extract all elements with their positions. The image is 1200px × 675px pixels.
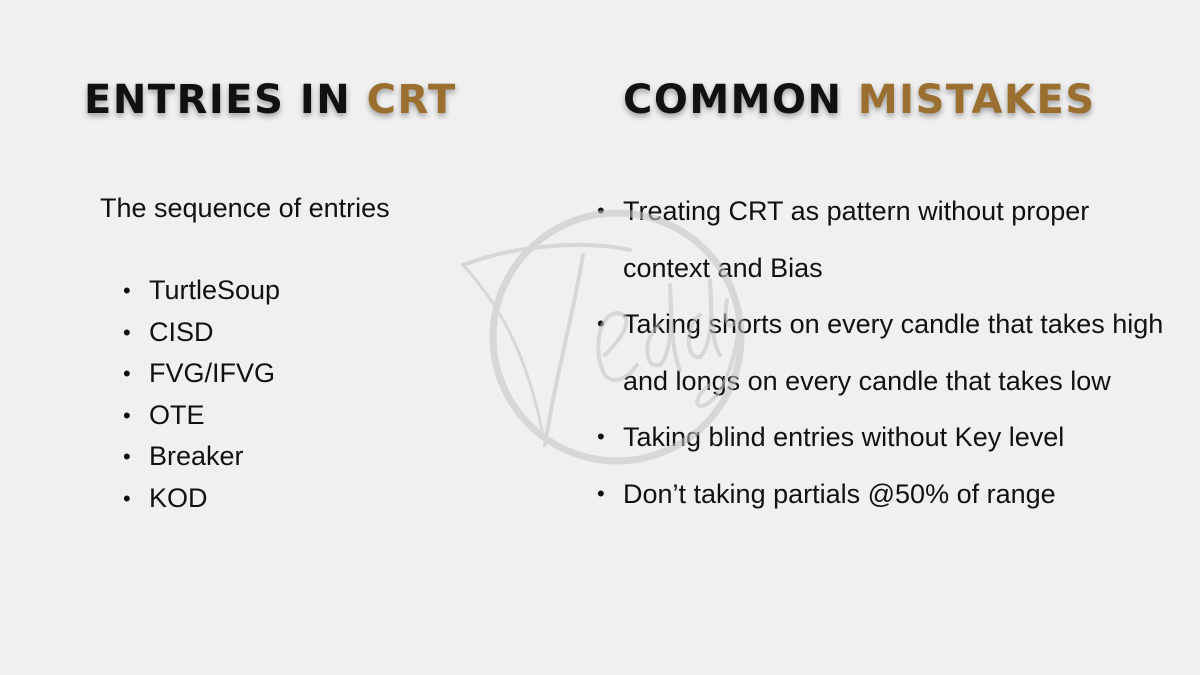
bullet-icon: • <box>597 424 605 449</box>
bullet-icon: • <box>123 444 131 469</box>
entry-item <box>123 353 280 395</box>
entries-heading-accent-part: CRT <box>366 77 457 123</box>
entries-heading-dark-part: ENTRIES IN <box>84 77 367 123</box>
mistake-item-label: Treating CRT as pattern without proper context and Bias <box>623 196 1090 283</box>
entry-item-label: OTE <box>149 399 205 430</box>
entry-item-label: Breaker <box>149 441 244 471</box>
bullet-icon: • <box>123 361 131 386</box>
entries-intro-text: The sequence of entries <box>100 193 390 223</box>
mistake-item <box>597 409 1177 466</box>
entry-item <box>123 395 280 437</box>
bullet-icon: • <box>123 278 131 303</box>
mistakes-heading <box>623 74 1096 126</box>
bullet-icon: • <box>597 198 605 223</box>
mistake-item-label: Don’t taking partials @50% of range <box>623 478 1056 509</box>
entries-list <box>123 270 280 519</box>
mistake-item <box>597 296 1177 409</box>
mistakes-heading-dark-part: COMMON <box>623 77 858 123</box>
entry-item <box>123 478 280 520</box>
entries-heading <box>84 74 457 126</box>
mistake-item <box>597 466 1177 523</box>
bullet-icon: • <box>597 311 605 336</box>
entry-item <box>123 436 280 478</box>
entry-item-label: TurtleSoup <box>149 275 281 305</box>
mistake-item <box>597 183 1177 296</box>
entry-item-label: CISD <box>149 316 214 347</box>
bullet-icon: • <box>123 485 131 511</box>
mistakes-list <box>597 183 1177 522</box>
entry-item-label: KOD <box>149 482 208 513</box>
bullet-icon: • <box>123 402 131 428</box>
mistake-item-label: Taking shorts on every candle that takes high and longs on every candle that takes low <box>623 309 1164 396</box>
bullet-icon: • <box>597 480 605 506</box>
entry-item <box>123 312 280 354</box>
entry-item-label: FVG/IFVG <box>149 358 276 388</box>
entry-item <box>123 270 280 312</box>
mistakes-heading-accent-part: MISTAKES <box>857 77 1096 123</box>
bullet-icon: • <box>123 319 131 345</box>
mistake-item-label: Taking blind entries without Key level <box>623 422 1065 452</box>
